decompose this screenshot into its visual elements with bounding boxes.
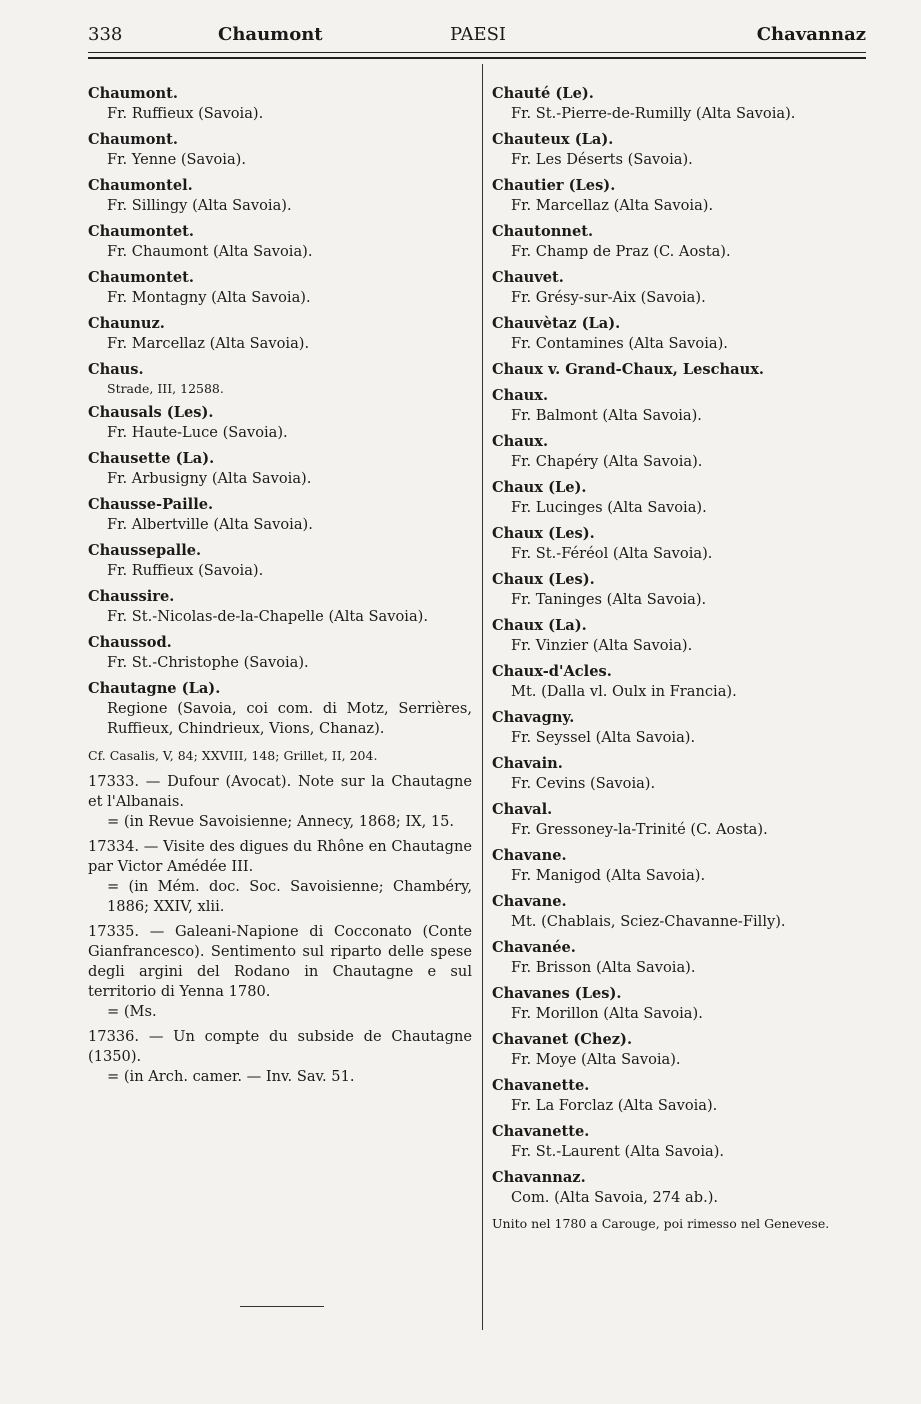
left-column: [88, 84, 472, 1092]
entry-chavannaz: Chavannaz. Com. (Alta Savoia, 274 ab.). Unito nel 1780 a Carouge, poi rimesso nel Genevese.: [492, 1169, 830, 1231]
entry: Chauvet. Fr. Grésy-sur-Aix (Savoia).: [492, 269, 706, 306]
entry: Chavanes (Les). Fr. Morillon (Alta Savoia).: [492, 985, 703, 1022]
entry: Chavain. Fr. Cevins (Savoia).: [492, 755, 656, 792]
entry: Chaux (La). Fr. Vinzier (Alta Savoia).: [492, 617, 693, 654]
entry: Chavagny. Fr. Seyssel (Alta Savoia).: [492, 709, 696, 746]
entry: Chavane. Mt. (Chablais, Sciez-Chavanne-Filly).: [492, 893, 786, 930]
entry: Chaux (Le). Fr. Lucinges (Alta Savoia).: [492, 479, 707, 516]
entry: Chaussire. Fr. St.-Nicolas-de-la-Chapelle (Alta Savoia).: [88, 588, 428, 625]
entry: Chaumontet. Fr. Chaumont (Alta Savoia).: [88, 223, 313, 260]
entry: Chauteux (La). Fr. Les Déserts (Savoia).: [492, 131, 693, 168]
entry: Chavane. Fr. Manigod (Alta Savoia).: [492, 847, 706, 884]
entry: Chautier (Les). Fr. Marcellaz (Alta Savoia).: [492, 177, 714, 214]
entry: Chaus. Strade, III, 12588.: [88, 361, 224, 396]
entry: Chausse-Paille. Fr. Albertville (Alta Savoia).: [88, 496, 313, 533]
entry: Chaux. Fr. Balmont (Alta Savoia).: [492, 387, 702, 424]
entry: Chaussod. Fr. St.-Christophe (Savoia).: [88, 634, 309, 671]
entry: Chavanet (Chez). Fr. Moye (Alta Savoia).: [492, 1031, 681, 1068]
entry: Chaunuz. Fr. Marcellaz (Alta Savoia).: [88, 315, 310, 352]
entry: Chausette (La). Fr. Arbusigny (Alta Savoia).: [88, 450, 312, 487]
bibliography-entry: 17335. — Galeani-Napione di Cocconato (Conte Gianfrancesco). Sentimento sul riparto delle spese degli argini del Rodano in Chautagne e sul territorio di Yenna 1780. = (Ms.: [88, 923, 472, 1020]
entry: Chavanette. Fr. La Forclaz (Alta Savoia).: [492, 1077, 718, 1114]
end-rule: [240, 1306, 324, 1307]
entry: Chaux-d'Acles. Mt. (Dalla vl. Oulx in Francia).: [492, 663, 737, 700]
entry: Chaumontel. Fr. Sillingy (Alta Savoia).: [88, 177, 292, 214]
column-divider: [482, 64, 483, 1330]
entry: Chausals (Les). Fr. Haute-Luce (Savoia).: [88, 404, 288, 441]
header-center-word: PAESI: [450, 24, 507, 45]
entry: Chaumont. Fr. Yenne (Savoia).: [88, 131, 246, 168]
running-header: [88, 24, 866, 48]
header-right-word: Chavannaz: [756, 24, 866, 45]
bibliography-entry: 17336. — Un compte du subside de Chautagne (1350). = (in Arch. camer. — Inv. Sav. 51.: [88, 1028, 472, 1085]
entry: Chaux (Les). Fr. St.-Féréol (Alta Savoia).: [492, 525, 713, 562]
entry-chautagne: Chautagne (La). Regione (Savoia, coi com. di Motz, Serrières, Ruffieux, Chindrieux, Vions, Chanaz). Cf. Casalis, V, 84; XXVIII, 148; Grillet, II, 204.: [88, 680, 472, 763]
page-number: 338: [88, 24, 123, 45]
entry: Chaussepalle. Fr. Ruffieux (Savoia).: [88, 542, 264, 579]
entry: Chaux (Les). Fr. Taninges (Alta Savoia).: [492, 571, 707, 608]
entry: Chaux. Fr. Chapéry (Alta Savoia).: [492, 433, 703, 470]
entry: Chavanée. Fr. Brisson (Alta Savoia).: [492, 939, 696, 976]
entry: Chaux v. Grand-Chaux, Leschaux.: [492, 361, 764, 378]
entry: Chauvètaz (La). Fr. Contamines (Alta Savoia).: [492, 315, 728, 352]
entry: Chaval. Fr. Gressoney-la-Trinité (C. Aosta).: [492, 801, 768, 838]
header-rule: [88, 52, 866, 53]
entry: Chaumont. Fr. Ruffieux (Savoia).: [88, 85, 264, 122]
entry: Chavanette. Fr. St.-Laurent (Alta Savoia).: [492, 1123, 725, 1160]
entry: Chauté (Le). Fr. St.-Pierre-de-Rumilly (Alta Savoia).: [492, 85, 796, 122]
entry: Chautonnet. Fr. Champ de Praz (C. Aosta).: [492, 223, 731, 260]
bibliography-entry: 17334. — Visite des digues du Rhône en Chautagne par Victor Amédée III. = (in Mém. doc. Soc. Savoisienne; Chambéry, 1886; XXIV, xlii.: [88, 838, 472, 915]
right-column: [492, 84, 882, 1238]
header-rule-thick: [88, 57, 866, 59]
header-left-word: Chaumont: [218, 24, 323, 45]
entry: Chaumontet. Fr. Montagny (Alta Savoia).: [88, 269, 311, 306]
bibliography-entry: 17333. — Dufour (Avocat). Note sur la Chautagne et l'Albanais. = (in Revue Savoisienne; Annecy, 1868; IX, 15.: [88, 773, 472, 830]
